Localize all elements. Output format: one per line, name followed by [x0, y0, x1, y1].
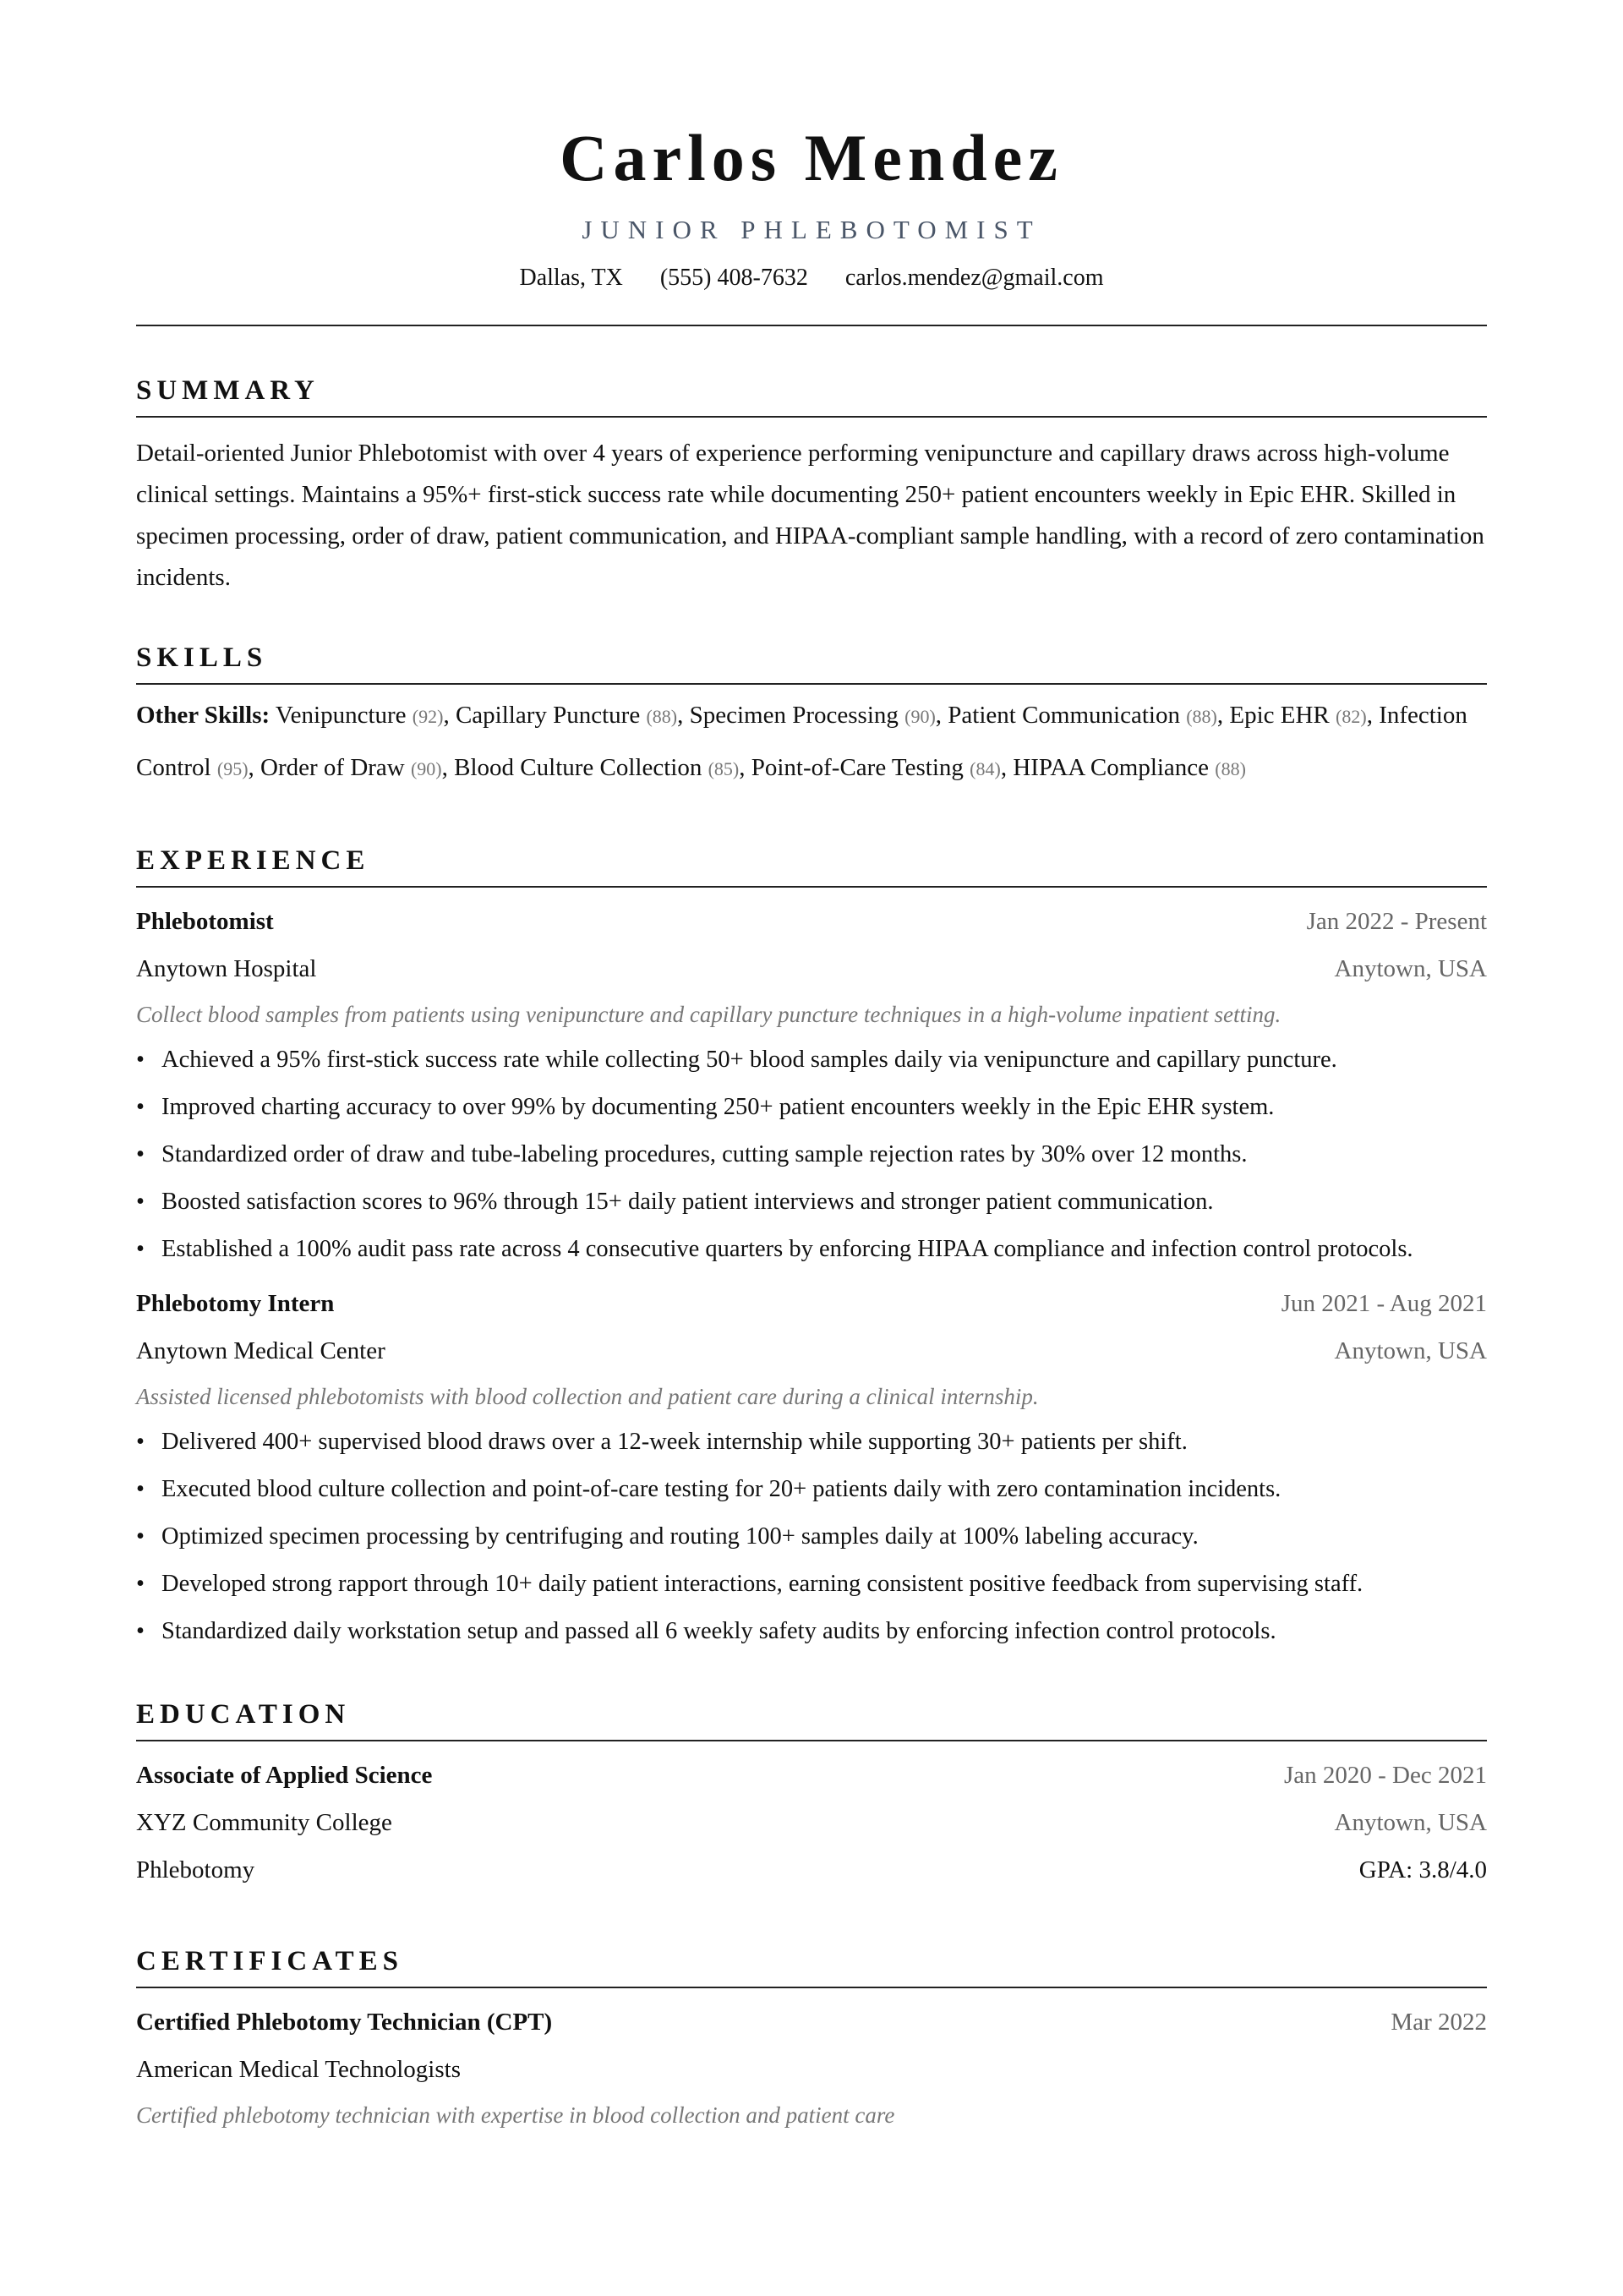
job-dates: Jun 2021 - Aug 2021 [1281, 1290, 1487, 1317]
job-title: JUNIOR PHLEBOTOMIST [582, 215, 1041, 244]
skill-item: Infection Control (95), [136, 702, 1467, 781]
skill-item: Venipuncture (92), [275, 702, 450, 729]
entry-company-row [136, 945, 1487, 992]
skill-name: Blood Culture Collection [454, 754, 702, 781]
entry-title-row [136, 1280, 1487, 1327]
section-divider [136, 886, 1487, 888]
resume-header [136, 0, 1487, 326]
summary-heading: SUMMARY [136, 375, 320, 406]
skill-score: (95) [216, 758, 249, 779]
job-company: Anytown Medical Center [136, 1337, 385, 1364]
section-divider [136, 416, 1487, 418]
education-section [136, 1697, 1487, 1894]
skill-item: Specimen Processing (90), [689, 702, 943, 729]
skill-name: Point-of-Care Testing [751, 754, 964, 781]
job-position: Phlebotomist [136, 908, 274, 935]
job-bullet: • Developed strong rapport through 10+ daily patient interactions, earning consistent positive feedback from supervising staff. [136, 1561, 1487, 1608]
job-bullet: • Standardized order of draw and tube-labeling procedures, cutting sample rejection rates by 30% over 12 months. [136, 1131, 1487, 1178]
skills-heading: SKILLS [136, 642, 268, 673]
skills-section [136, 641, 1487, 795]
job-bullet: • Boosted satisfaction scores to 96% through 15+ daily patient interviews and stronger patient communication. [136, 1178, 1487, 1226]
skill-name: Order of Draw [260, 754, 405, 781]
summary-text: Detail-oriented Junior Phlebotomist with over 4 years of experience performing venipuncture and capillary draws across high-volume clinical settings. Maintains a 95%+ first-stick success rate while documenting 250+ patient encounters weekly in Epic EHR. Skilled in specimen processing, order of draw, patient communication, and HIPAA-compliant sample handling, with a record of zero contamination incidents. [136, 440, 1484, 591]
job-dates: Jan 2022 - Present [1306, 908, 1487, 935]
entry-issuer-row [136, 2046, 1487, 2093]
certificate-description: Certified phlebotomy technician with expertise in blood collection and patient care [136, 2102, 895, 2128]
experience-entry [136, 1280, 1487, 1655]
entry-title-row [136, 898, 1487, 945]
field-of-study: Phlebotomy [136, 1856, 255, 1883]
skill-item: Point-of-Care Testing (84), [751, 754, 1008, 781]
entry-school-row [136, 1799, 1487, 1846]
experience-entry [136, 898, 1487, 1273]
skill-name: Epic EHR [1229, 702, 1330, 729]
section-divider [136, 1987, 1487, 1988]
skill-item: Patient Communication (88), [948, 702, 1224, 729]
certificate-date: Mar 2022 [1391, 2009, 1487, 2036]
job-bullet: • Delivered 400+ supervised blood draws over a 12-week internship while supporting 30+ patients per shift. [136, 1419, 1487, 1466]
skills-list [136, 690, 1487, 795]
job-bullet: • Optimized specimen processing by centrifuging and routing 100+ samples daily at 100% labeling accuracy. [136, 1513, 1487, 1561]
degree: Associate of Applied Science [136, 1762, 433, 1789]
skill-score: (88) [1186, 706, 1217, 727]
job-position: Phlebotomy Intern [136, 1290, 335, 1317]
job-bullets [136, 1419, 1487, 1655]
certificate-issuer: American Medical Technologists [136, 2056, 461, 2083]
skill-item: Order of Draw (90), [260, 754, 448, 781]
job-description: Collect blood samples from patients using venipuncture and capillary puncture techniques in a high-volume inpatient setting. [136, 1002, 1281, 1027]
skill-name: HIPAA Compliance [1013, 754, 1210, 781]
skill-score: (88) [1215, 758, 1246, 779]
certificate-entry [136, 1998, 1487, 2137]
experience-heading: EXPERIENCE [136, 845, 370, 876]
contact-location: Dallas, TX [519, 265, 623, 291]
job-bullet: • Standardized daily workstation setup and passed all 6 weekly safety audits by enforcing infection control protocols. [136, 1608, 1487, 1655]
skill-score: (92) [412, 706, 444, 727]
skill-item: Blood Culture Collection (85), [454, 754, 746, 781]
skill-name: Infection Control [136, 702, 1467, 781]
skills-label: Other Skills: [136, 702, 270, 729]
section-divider [136, 1740, 1487, 1741]
gpa: GPA: 3.8/4.0 [1358, 1856, 1487, 1883]
job-description: Assisted licensed phlebotomists with blood collection and patient care during a clinical internship. [136, 1384, 1039, 1409]
skill-item: Epic EHR (82), [1229, 702, 1373, 729]
job-bullet: • Improved charting accuracy to over 99% by documenting 250+ patient encounters weekly in the Epic EHR system. [136, 1084, 1487, 1131]
job-bullet: • Executed blood culture collection and point-of-care testing for 20+ patients daily with zero contamination incidents. [136, 1466, 1487, 1513]
entry-company-row [136, 1327, 1487, 1375]
job-location: Anytown, USA [1334, 955, 1487, 982]
contact-phone: (555) 408-7632 [659, 265, 808, 291]
job-location: Anytown, USA [1334, 1337, 1487, 1364]
education-dates: Jan 2020 - Dec 2021 [1283, 1762, 1487, 1789]
entry-field-row [136, 1846, 1487, 1894]
skill-item [1013, 754, 1246, 781]
school-name: XYZ Community College [136, 1809, 392, 1836]
certificate-name: Certified Phlebotomy Technician (CPT) [136, 2009, 553, 2036]
certificates-heading: CERTIFICATES [136, 1946, 403, 1976]
summary-section [136, 374, 1487, 599]
skill-score: (84) [970, 758, 1001, 779]
section-divider [136, 683, 1487, 685]
header-divider [136, 325, 1487, 326]
contact-info [136, 264, 1487, 292]
job-bullet: • Established a 100% audit pass rate across 4 consecutive quarters by enforcing HIPAA compliance and infection control protocols. [136, 1226, 1487, 1273]
skill-score: (88) [646, 706, 678, 727]
candidate-name: Carlos Mendez [560, 121, 1063, 194]
experience-section [136, 844, 1487, 1655]
job-bullets [136, 1036, 1487, 1273]
education-heading: EDUCATION [136, 1699, 351, 1730]
entry-title-row [136, 1752, 1487, 1799]
entry-title-row [136, 1998, 1487, 2046]
skill-name: Patient Communication [948, 702, 1180, 729]
skill-item: Capillary Puncture (88), [455, 702, 684, 729]
skill-score: (82) [1336, 706, 1367, 727]
skill-score: (85) [708, 758, 740, 779]
skill-name: Specimen Processing [689, 702, 899, 729]
contact-email: carlos.mendez@gmail.com [844, 265, 1104, 291]
certificates-section [136, 1944, 1487, 2137]
skill-score: (90) [904, 706, 936, 727]
school-location: Anytown, USA [1334, 1809, 1487, 1836]
job-company: Anytown Hospital [136, 955, 317, 982]
education-entry [136, 1752, 1487, 1894]
job-bullet: • Achieved a 95% first-stick success rate while collecting 50+ blood samples daily via venipuncture and capillary puncture. [136, 1036, 1487, 1084]
skill-score: (90) [410, 758, 442, 779]
skill-name: Capillary Puncture [455, 702, 641, 729]
skill-name: Venipuncture [275, 702, 407, 729]
